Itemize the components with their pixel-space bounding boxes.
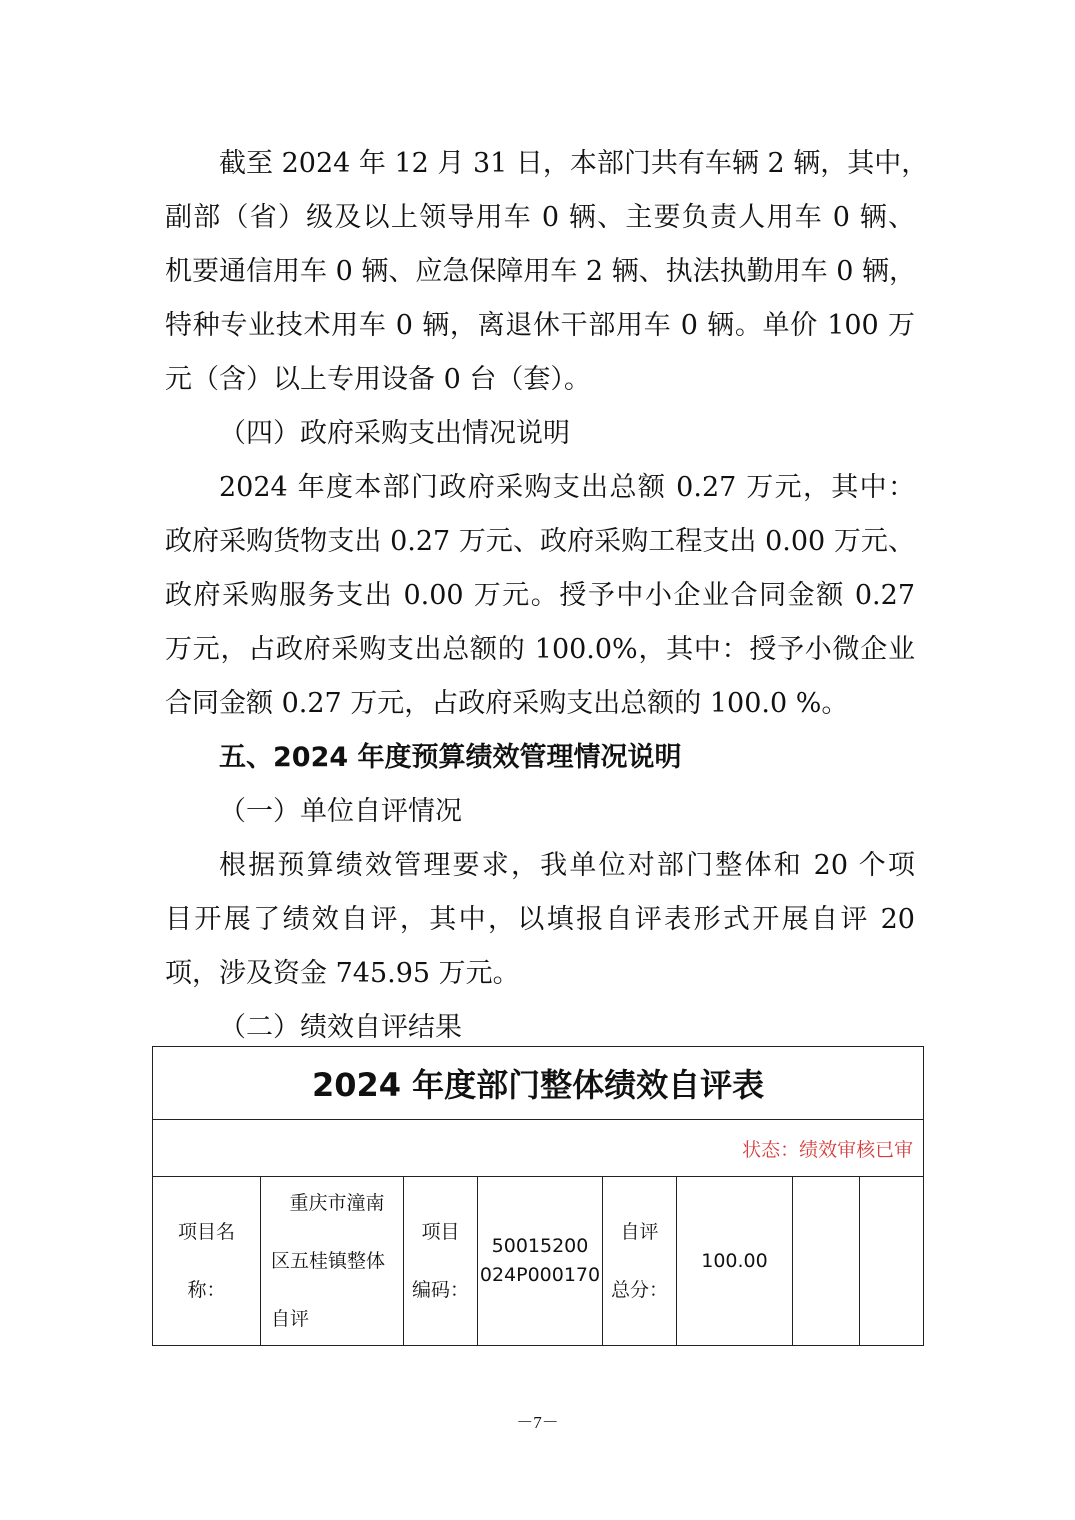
page-number: －7－ (516, 1413, 559, 1432)
score-label: 自评 总分： (603, 1177, 677, 1346)
subsection-heading: （四）政府采购支出情况说明 (219, 418, 570, 449)
paragraph-line: 副部（省）级及以上领导用车 0 辆、主要负责人用车 0 辆、 (165, 202, 915, 233)
paragraph-line: 合同金额 0.27 万元，占政府采购支出总额的 100.0 %。 (165, 688, 849, 719)
paragraph-line: 根据预算绩效管理要求，我单位对部门整体和 20 个项 (219, 850, 915, 881)
status-text: 状态：绩效审核已审 (153, 1120, 924, 1177)
paragraph-line: 机要通信用车 0 辆、应急保障用车 2 辆、执法执勤用车 0 辆， (165, 256, 917, 287)
subsection-heading: （二）绩效自评结果 (219, 1012, 462, 1043)
self-evaluation-table (152, 1046, 924, 1346)
paragraph-line: 政府采购服务支出 0.00 万元。授予中小企业合同金额 0.27 (165, 580, 915, 611)
paragraph-line: 特种专业技术用车 0 辆，离退休干部用车 0 辆。单价 100 万 (165, 310, 915, 341)
paragraph-line: 截至 2024 年 12 月 31 日，本部门共有车辆 2 辆，其中， (219, 148, 929, 179)
paragraph-line: 2024 年度本部门政府采购支出总额 0.27 万元，其中： (219, 472, 915, 503)
project-name-value: 重庆市潼南 区五桂镇整体 自评 (261, 1177, 404, 1346)
empty-cell (860, 1177, 924, 1346)
paragraph-line: 目开展了绩效自评，其中，以填报自评表形式开展自评 20 (165, 904, 915, 935)
subsection-heading: （一）单位自评情况 (219, 796, 462, 827)
empty-cell (793, 1177, 860, 1346)
project-code-label: 项目 编码： (404, 1177, 478, 1346)
project-name-label: 项目名 称： (153, 1177, 261, 1346)
project-code-value: 50015200 024P000170 (478, 1177, 603, 1346)
paragraph-line: 元（含）以上专用设备 0 台（套）。 (165, 364, 591, 395)
section-heading: 五、2024 年度预算绩效管理情况说明 (219, 742, 682, 773)
paragraph-line: 政府采购货物支出 0.27 万元、政府采购工程支出 0.00 万元、 (165, 526, 915, 557)
score-value: 100.00 (677, 1177, 793, 1346)
paragraph-line: 万元，占政府采购支出总额的 100.0%，其中：授予小微企业 (165, 634, 915, 665)
paragraph-line: 项，涉及资金 745.95 万元。 (165, 958, 520, 989)
table-title: 2024 年度部门整体绩效自评表 (153, 1047, 924, 1120)
